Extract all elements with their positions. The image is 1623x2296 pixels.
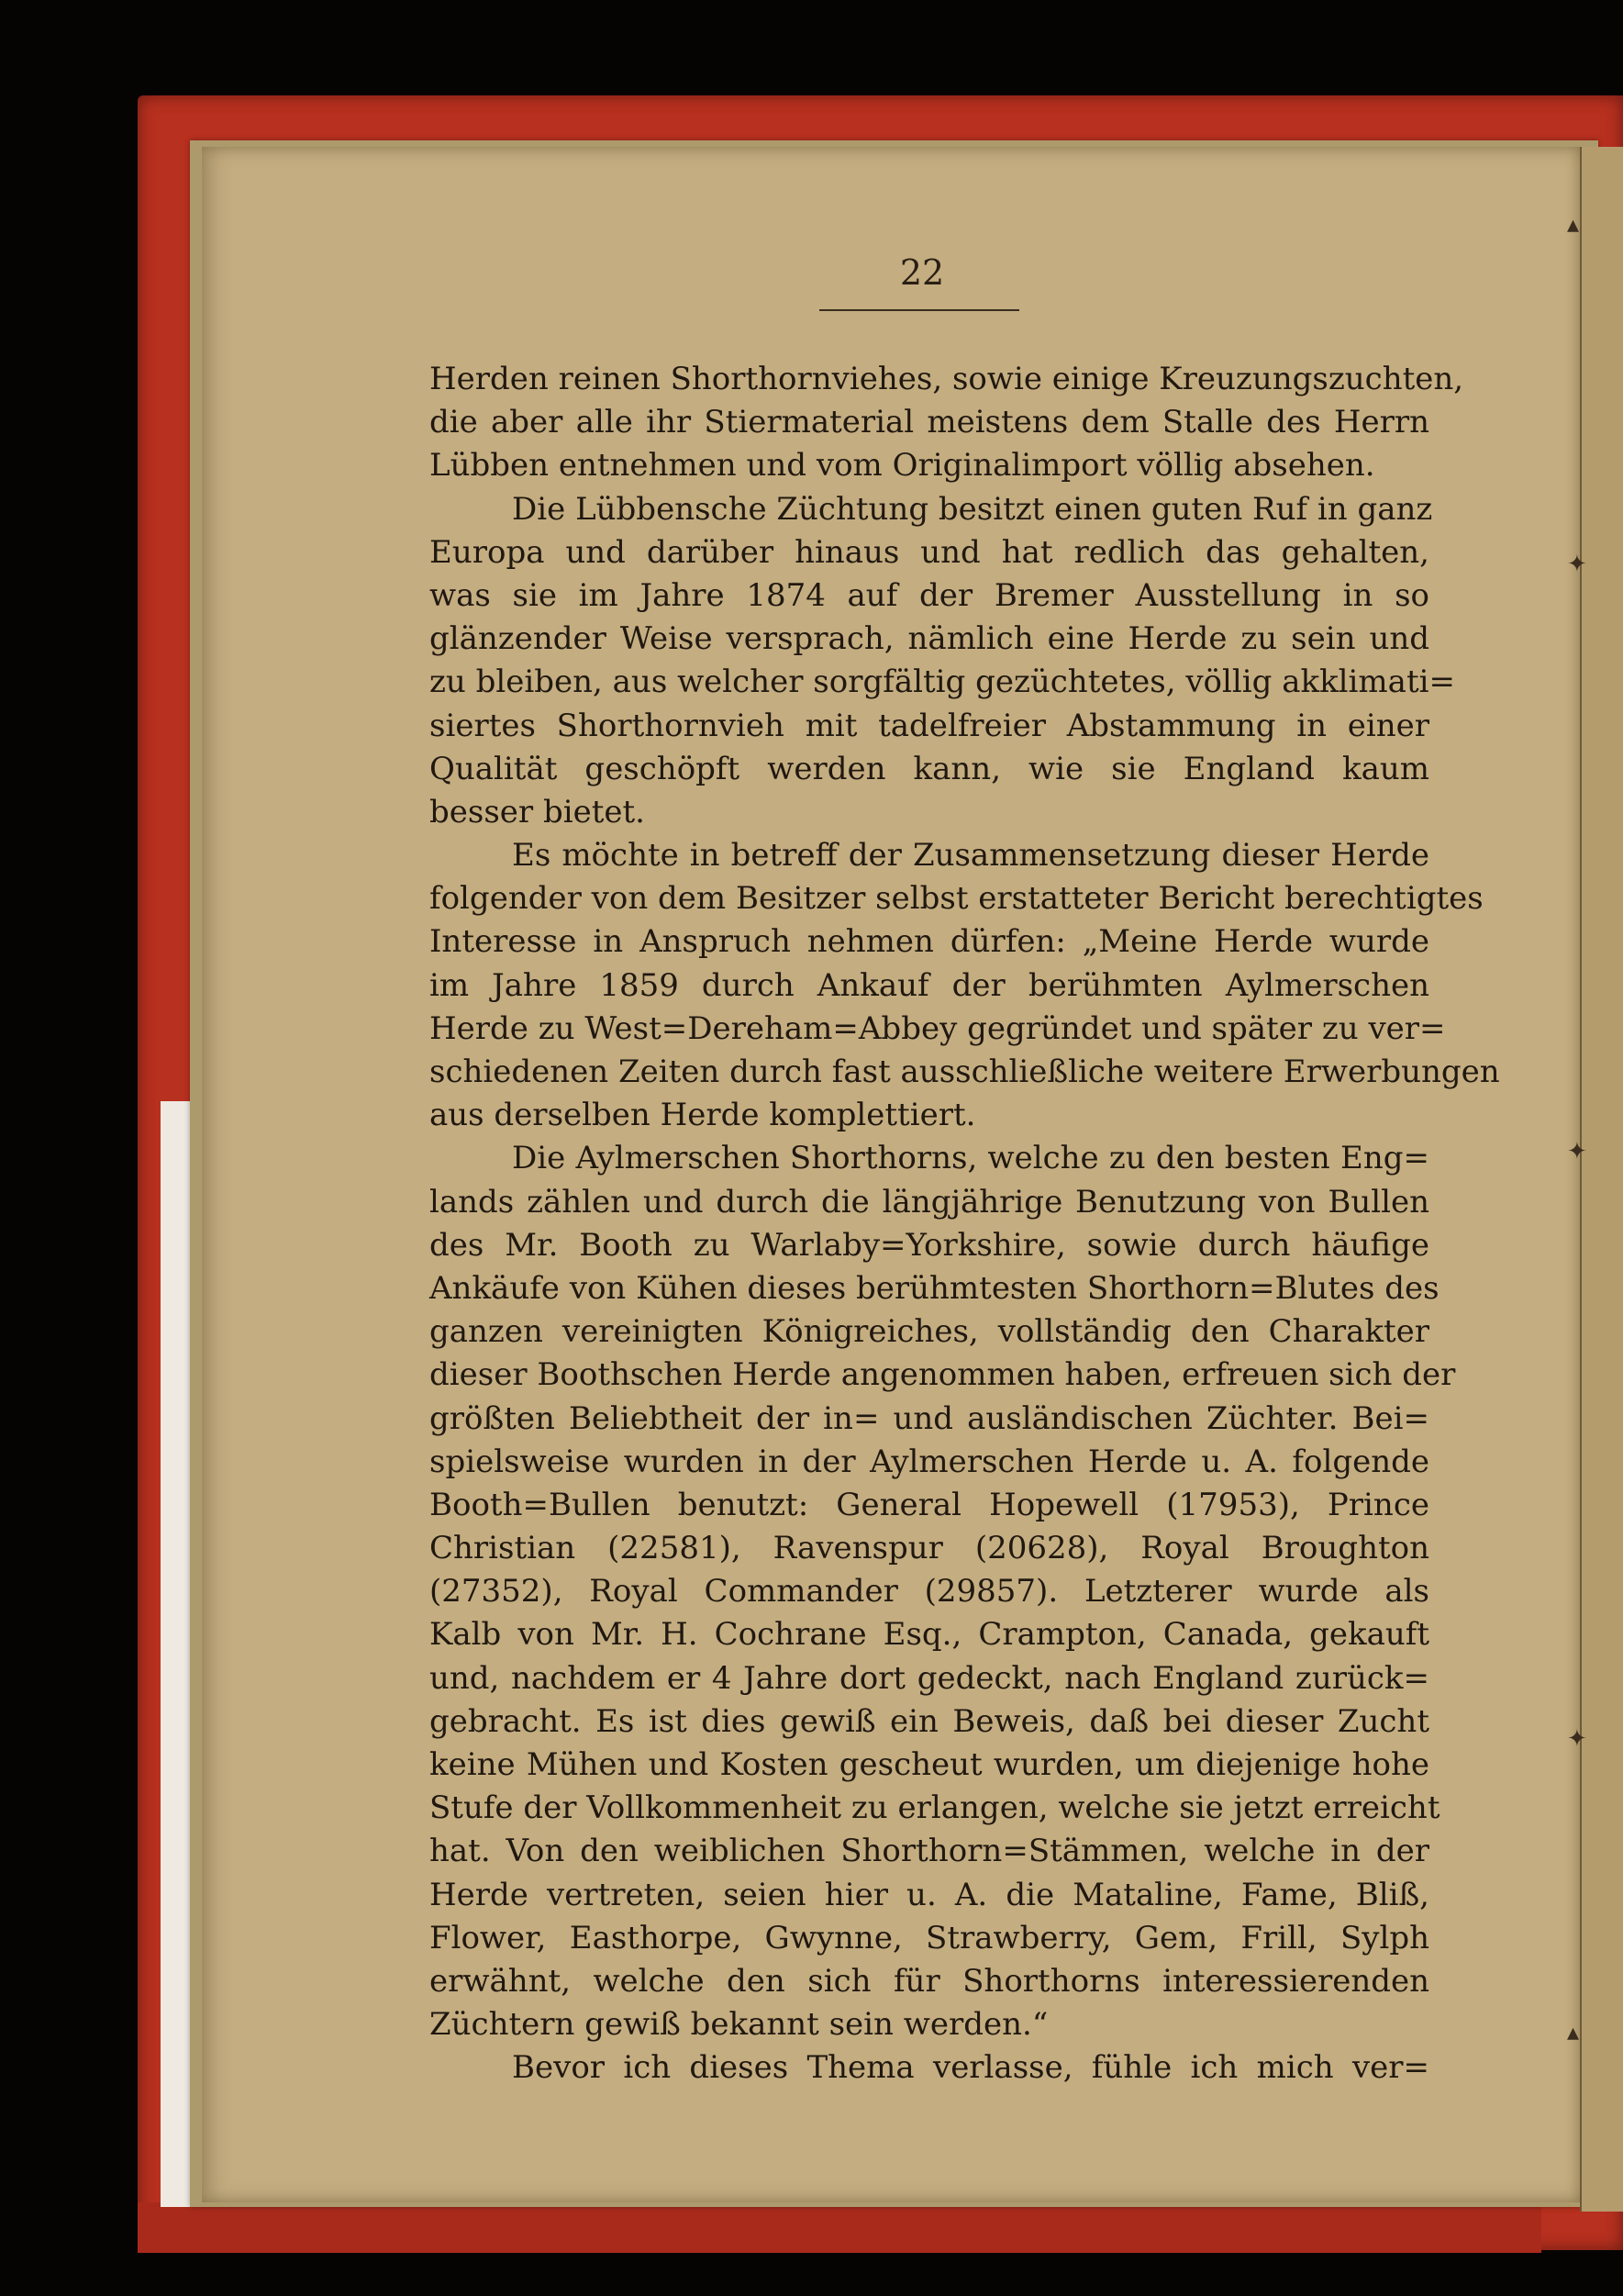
text-line: aus derselben Herde komplettiert. — [429, 1097, 976, 1134]
text-line: erwähnt, welche den sich für Shorthorns interessierenden — [429, 1962, 1429, 2000]
text-line: Flower, Easthorpe, Gwynne, Strawberry, Gem, Frill, Sylph — [429, 1919, 1429, 1956]
text-line: spielsweise wurden in der Aylmerschen Herde u. A. folgende — [429, 1443, 1429, 1480]
binding-thread-mark: ▴ — [1567, 2019, 1580, 2046]
page-number-rule — [819, 309, 1019, 311]
text-line: Qualität geschöpft werden kann, wie sie England kaum — [429, 750, 1429, 787]
text-line: Die Lübbensche Züchtung besitzt einen guten Ruf in ganz — [512, 490, 1433, 528]
text-line: was sie im Jahre 1874 auf der Bremer Ausstellung in so — [429, 576, 1429, 614]
binding-thread-mark: ✦ — [1567, 1725, 1587, 1753]
binding-thread-mark: ✦ — [1567, 1138, 1587, 1165]
text-line: Die Aylmerschen Shorthorns, welche zu den besten Eng= — [512, 1140, 1429, 1177]
text-line: Herde vertreten, seien hier u. A. die Mataline, Fame, Bliß, — [429, 1876, 1429, 1913]
text-line: Lübben entnehmen und vom Originalimport völlig absehen. — [429, 447, 1375, 485]
text-line: (27352), Royal Commander (29857). Letzterer wurde als — [429, 1573, 1429, 1611]
text-line: Christian (22581), Ravenspur (20628), Royal Broughton — [429, 1530, 1429, 1567]
book-cover-bottom-edge — [138, 2202, 1541, 2253]
text-line: des Mr. Booth zu Warlaby=Yorkshire, sowie durch häufige — [429, 1226, 1429, 1264]
facing-page-edge — [1580, 147, 1623, 2212]
text-line: im Jahre 1859 durch Ankauf der berühmten Aylmerschen — [429, 966, 1429, 1004]
binding-thread-mark: ✦ — [1567, 551, 1587, 578]
text-line: ganzen vereinigten Königreiches, vollständig den Charakter — [429, 1313, 1429, 1351]
text-line: Herden reinen Shorthornviehes, sowie einige Kreuzungszuchten, — [429, 361, 1464, 397]
text-line: Kalb von Mr. H. Cochrane Esq., Crampton, Canada, gekauft — [429, 1616, 1429, 1654]
text-line: und, nachdem er 4 Jahre dort gedeckt, nach England zurück= — [429, 1659, 1429, 1697]
text-line: gebracht. Es ist dies gewiß ein Beweis, daß bei dieser Zucht — [429, 1702, 1429, 1740]
text-line: keine Mühen und Kosten gescheut wurden, um diejenige hohe — [429, 1746, 1429, 1783]
text-line: Bevor ich dieses Thema verlasse, fühle ich mich ver= — [512, 2049, 1429, 2087]
text-line: Herde zu West=Dereham=Abbey gegründet und später zu ver= — [429, 1009, 1446, 1047]
text-line: Stufe der Vollkommenheit zu erlangen, welche sie jetzt erreicht — [429, 1789, 1440, 1827]
text-line: zu bleiben, aus welcher sorgfältig gezüchtetes, völlig akklimati= — [429, 663, 1455, 701]
text-line: schiedenen Zeiten durch fast ausschließliche weitere Erwerbungen — [429, 1053, 1500, 1090]
text-line: Es möchte in betreff der Zusammensetzung dieser Herde — [512, 837, 1429, 875]
text-line: Züchtern gewiß bekannt sein werden.“ — [429, 2006, 1049, 2044]
text-line: glänzender Weise versprach, nämlich eine Herde zu sein und — [429, 620, 1429, 658]
text-line: besser bietet. — [429, 793, 645, 830]
text-line: siertes Shorthornvieh mit tadelfreier Abstammung in einer — [429, 707, 1429, 744]
text-line: Ankäufe von Kühen dieses berühmtesten Shorthorn=Blutes des — [429, 1269, 1440, 1307]
text-line: Booth=Bullen benutzt: General Hopewell (17953), Prince — [429, 1486, 1429, 1523]
text-line: dieser Boothschen Herde angenommen haben, erfreuen sich der — [429, 1356, 1456, 1394]
text-line: größten Beliebtheit der in= und ausländischen Züchter. Bei= — [429, 1399, 1429, 1437]
text-line: Europa und darüber hinaus und hat redlich das gehalten, — [429, 533, 1429, 571]
text-line: Interesse in Anspruch nehmen dürfen: „Meine Herde wurde — [429, 923, 1429, 961]
text-line: folgender von dem Besitzer selbst erstatteter Bericht berechtigtes — [429, 880, 1484, 918]
binding-thread-mark: ▴ — [1567, 211, 1580, 239]
text-line: lands zählen und durch die längjährige Benutzung von Bullen — [429, 1183, 1429, 1220]
page-number: 22 — [899, 252, 945, 293]
body-text — [429, 358, 1500, 2090]
text-line: die aber alle ihr Stiermaterial meistens dem Stalle des Herrn — [429, 404, 1429, 441]
text-line: hat. Von den weiblichen Shorthorn=Stämmen, welche in der — [429, 1833, 1429, 1870]
